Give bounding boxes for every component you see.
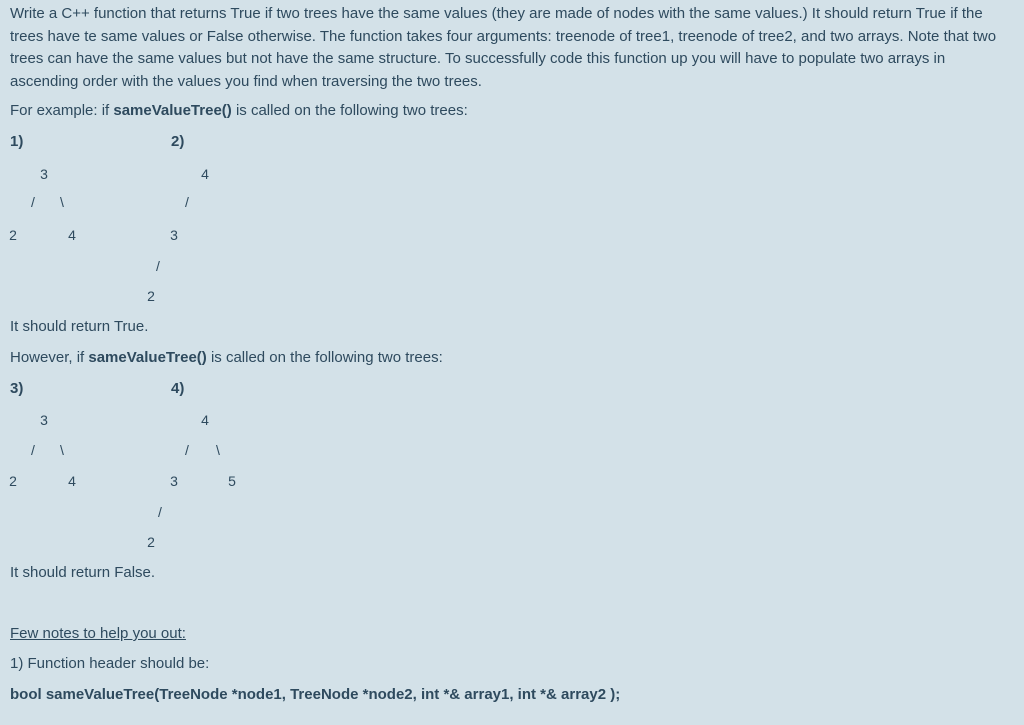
- tree2-label: 2): [171, 133, 185, 150]
- tree4-label: 4): [171, 380, 185, 397]
- tree4-left-child: 3: [170, 473, 178, 489]
- tree3-left-child: 2: [9, 473, 17, 489]
- tree1-right-child: 4: [68, 227, 76, 243]
- tree4-left-edge: /: [185, 442, 189, 458]
- tree1-left-child: 2: [9, 227, 17, 243]
- tree4-root: 4: [201, 412, 209, 428]
- function-header-code: bool sameValueTree(TreeNode *node1, TreeNode *node2, int *& array1, int *& array2 );: [10, 686, 621, 703]
- note-1: 1) Function header should be:: [10, 655, 210, 672]
- result1-text: It should return True.: [10, 318, 149, 335]
- tree2-child: 3: [170, 227, 178, 243]
- tree2-root: 4: [201, 166, 209, 182]
- tree1-root: 3: [40, 166, 48, 182]
- example2-text: [10, 347, 443, 370]
- example1-suffix: is called on the following two trees:: [231, 102, 468, 119]
- example1-text: [10, 100, 468, 123]
- tree3-label: 3): [10, 380, 24, 397]
- notes-heading: Few notes to help you out:: [10, 625, 186, 642]
- example1-function-name: sameValueTree(): [113, 102, 232, 119]
- example2-suffix: is called on the following two trees:: [206, 349, 443, 366]
- tree2-grandchild: 2: [147, 288, 155, 304]
- example2-prefix: However, if: [10, 349, 89, 366]
- tree2-edge-2: /: [156, 258, 160, 274]
- result2-text: It should return False.: [10, 564, 156, 581]
- tree4-right-child: 5: [228, 473, 236, 489]
- tree1-right-edge: \: [60, 194, 64, 210]
- example2-function-name: sameValueTree(): [88, 349, 207, 366]
- problem-description: Write a C++ function that returns True if two trees have the same values (they are made of nodes with the same values.) It should return True if the trees have te same values or False otherwise. The function takes four arguments: treenode of tree1, treenode of tree2, and two arrays. Note that two trees can have the same values but not have the same structure. To successfully code this function up you will have to populate two arrays in ascending order with the values you find when traversing the two trees.: [10, 5, 997, 90]
- tree4-edge-2: /: [158, 504, 162, 520]
- tree3-left-edge: /: [31, 442, 35, 458]
- tree3-root: 3: [40, 412, 48, 428]
- tree4-grandchild: 2: [147, 534, 155, 550]
- tree1-left-edge: /: [31, 194, 35, 210]
- tree4-right-edge: \: [216, 442, 220, 458]
- tree3-right-child: 4: [68, 473, 76, 489]
- example1-prefix: For example: if: [10, 102, 114, 119]
- tree1-label: 1): [10, 133, 24, 150]
- tree2-edge-1: /: [185, 194, 189, 210]
- tree3-right-edge: \: [60, 442, 64, 458]
